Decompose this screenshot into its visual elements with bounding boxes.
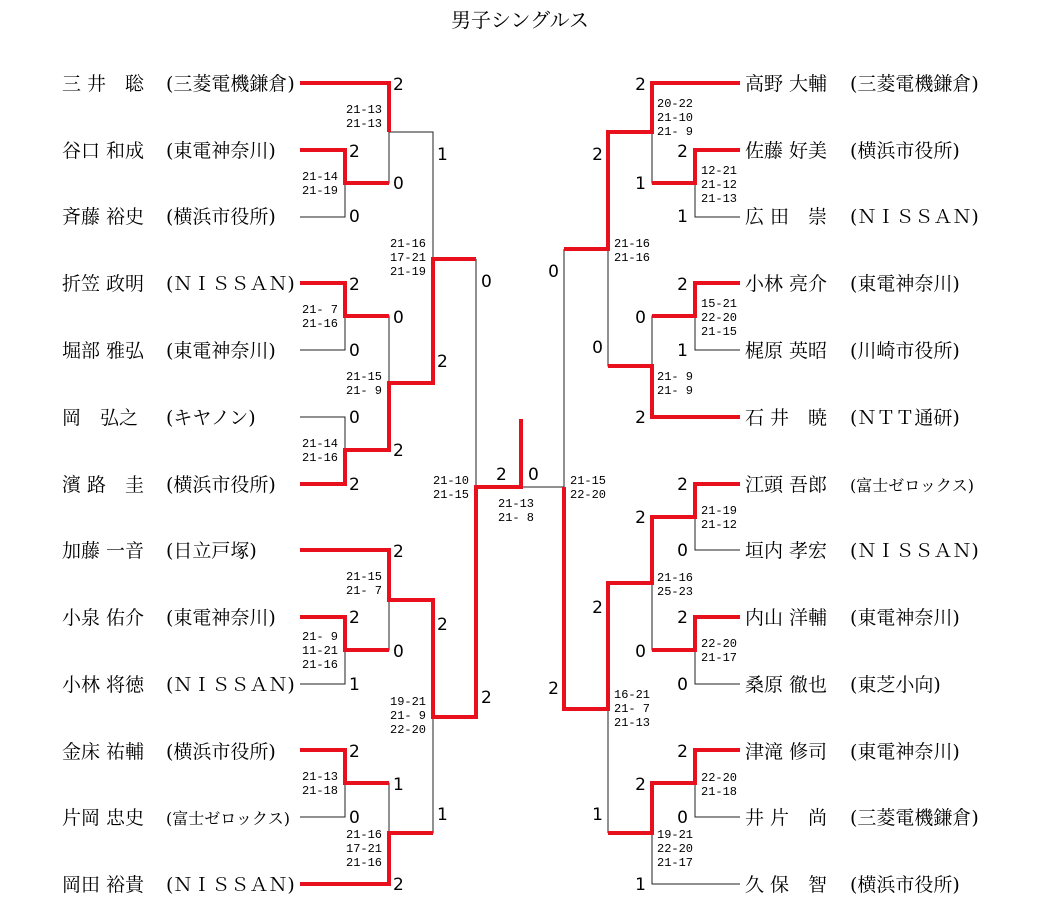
game-score: 19-21 xyxy=(657,828,694,842)
match-score: 0 xyxy=(677,675,688,695)
game-score: 21- 9 xyxy=(657,125,694,139)
game-score: 21-16 xyxy=(614,251,651,265)
match-score: 2 xyxy=(437,615,448,635)
match-score: 1 xyxy=(592,805,603,825)
right-player-club: (東電神奈川) xyxy=(850,741,960,763)
match-score: 1 xyxy=(349,675,360,695)
game-score: 21-16 xyxy=(390,237,427,251)
match-score: 1 xyxy=(677,207,688,227)
left-player-club: (東電神奈川) xyxy=(166,340,276,362)
game-score: 17-21 xyxy=(390,251,427,265)
match-score: 0 xyxy=(393,642,404,662)
game-score: 21- 9 xyxy=(346,384,383,398)
left-player-club: (ＮＩＳＳＡＮ) xyxy=(166,874,295,896)
right-player-club: (富士ゼロックス) xyxy=(850,476,975,495)
right-player-name: 井 片 尚 xyxy=(745,807,828,829)
left-player-club: (東電神奈川) xyxy=(166,607,276,629)
right-player-name: 佐藤 好美 xyxy=(745,140,828,162)
left-player-club: (横浜市役所) xyxy=(166,474,276,496)
game-score: 21- 7 xyxy=(614,702,651,716)
game-score: 21- 9 xyxy=(390,709,427,723)
bracket-line xyxy=(652,132,695,183)
game-score: 16-21 xyxy=(614,688,651,702)
game-score: 22-20 xyxy=(701,637,738,651)
game-score: 20-22 xyxy=(657,97,694,111)
match-score: 1 xyxy=(635,875,646,895)
left-player-club: (ＮＩＳＳＡＮ) xyxy=(166,273,295,295)
final-match xyxy=(496,465,539,525)
game-score: 21-15 xyxy=(346,570,383,584)
match-score: 2 xyxy=(349,475,360,495)
match-score: 2 xyxy=(677,608,688,628)
left-player-club: (富士ゼロックス) xyxy=(166,809,291,828)
match-score: 0 xyxy=(349,207,360,227)
bracket-title: 男子シングルス xyxy=(451,8,589,32)
game-score: 21- 7 xyxy=(302,303,339,317)
game-score: 21-13 xyxy=(498,497,535,511)
game-score: 21-18 xyxy=(302,784,339,798)
left-players xyxy=(62,73,295,896)
match-score: 2 xyxy=(393,542,404,562)
left-player-name: 岡 弘之 xyxy=(62,407,139,429)
game-score: 21-17 xyxy=(701,651,738,665)
match-score: 2 xyxy=(437,352,448,372)
bracket-line xyxy=(652,316,695,366)
match-score: 2 xyxy=(592,145,603,165)
right-player-name: 梶原 英昭 xyxy=(745,340,828,362)
game-score: 21-15 xyxy=(570,474,607,488)
match-score: 2 xyxy=(635,775,646,795)
right-player-name: 垣内 孝宏 xyxy=(745,540,828,562)
right-player-name: 石 井 暁 xyxy=(745,407,828,429)
match-score: 2 xyxy=(349,742,360,762)
right-player-name: 小林 亮介 xyxy=(745,273,828,295)
right-player-name: 広 田 崇 xyxy=(745,206,828,228)
game-score: 21-16 xyxy=(346,856,383,870)
match-score: 0 xyxy=(635,642,646,662)
game-score: 21-13 xyxy=(614,716,651,730)
match-score: 2 xyxy=(635,408,646,428)
match-score: 2 xyxy=(677,742,688,762)
game-score: 21-10 xyxy=(433,474,470,488)
match-score: 2 xyxy=(592,598,603,618)
right-player-club: (川崎市役所) xyxy=(850,340,960,362)
match-score: 0 xyxy=(677,541,688,561)
left-player-name: 折笠 政明 xyxy=(62,273,145,295)
match-score: 2 xyxy=(635,508,646,528)
final-score-right: 0 xyxy=(528,465,539,485)
right-player-club: (三菱電機鎌倉) xyxy=(850,73,979,95)
left-player-name: 岡田 裕貴 xyxy=(62,874,145,896)
left-player-club: (日立戸塚) xyxy=(166,540,257,562)
match-score: 2 xyxy=(677,275,688,295)
right-player-club: (ＮＴＴ通研) xyxy=(850,407,960,429)
left-player-name: 加藤 一音 xyxy=(62,540,145,562)
match-score: 2 xyxy=(349,608,360,628)
game-score: 21-15 xyxy=(701,325,738,339)
match-score: 0 xyxy=(635,308,646,328)
game-score: 12-21 xyxy=(701,164,738,178)
left-player-club: (横浜市役所) xyxy=(166,741,276,763)
game-score: 21- 9 xyxy=(657,370,694,384)
match-score: 1 xyxy=(677,341,688,361)
right-player-name: 久 保 智 xyxy=(745,874,828,896)
left-player-club: (東電神奈川) xyxy=(166,140,276,162)
match-score: 1 xyxy=(437,145,448,165)
match-score: 0 xyxy=(349,341,360,361)
game-score: 21-16 xyxy=(302,317,339,331)
match-score: 2 xyxy=(349,275,360,295)
match-score: 0 xyxy=(548,262,559,282)
match-score: 2 xyxy=(349,142,360,162)
right-player-club: (ＮＩＳＳＡＮ) xyxy=(850,540,979,562)
final-score-left: 2 xyxy=(496,465,507,485)
left-player-club: (キヤノン) xyxy=(166,407,256,429)
match-score: 0 xyxy=(349,808,360,828)
match-score: 2 xyxy=(393,875,404,895)
right-player-club: (東芝小向) xyxy=(850,674,941,696)
game-score: 21-19 xyxy=(701,504,738,518)
match-score: 0 xyxy=(481,272,492,292)
left-player-name: 金床 祐輔 xyxy=(62,741,145,763)
game-score: 21-12 xyxy=(701,518,738,532)
left-player-name: 堀部 雅弘 xyxy=(62,340,145,362)
game-score: 21-14 xyxy=(302,437,339,451)
match-score: 2 xyxy=(677,475,688,495)
left-player-name: 小泉 佑介 xyxy=(62,607,145,629)
game-score: 21-13 xyxy=(302,770,339,784)
right-player-club: (東電神奈川) xyxy=(850,273,960,295)
game-score: 21-16 xyxy=(614,237,651,251)
right-player-name: 江頭 吾郎 xyxy=(745,474,828,496)
game-score: 21-18 xyxy=(701,785,738,799)
match-score: 1 xyxy=(635,174,646,194)
game-score: 21-19 xyxy=(390,265,427,279)
game-score: 21-13 xyxy=(701,192,738,206)
right-player-name: 津滝 修司 xyxy=(745,741,828,763)
game-score: 21-13 xyxy=(346,117,383,131)
match-score: 2 xyxy=(635,75,646,95)
game-score: 11-21 xyxy=(302,644,339,658)
right-player-club: (横浜市役所) xyxy=(850,874,960,896)
game-score: 21-19 xyxy=(302,184,339,198)
left-player-name: 斉藤 裕史 xyxy=(62,206,145,228)
left-player-name: 濱 路 圭 xyxy=(62,474,145,496)
match-score: 2 xyxy=(393,75,404,95)
game-score: 21-12 xyxy=(701,178,738,192)
match-score: 1 xyxy=(393,775,404,795)
game-score: 22-20 xyxy=(701,311,738,325)
game-score: 21-17 xyxy=(657,856,694,870)
right-player-name: 桑原 徹也 xyxy=(745,674,828,696)
match-score: 2 xyxy=(677,142,688,162)
game-score: 21-14 xyxy=(302,170,339,184)
game-score: 21-16 xyxy=(302,658,339,672)
match-score: 2 xyxy=(481,688,492,708)
right-player-club: (東電神奈川) xyxy=(850,607,960,629)
left-player-name: 谷口 和成 xyxy=(62,140,145,162)
game-score: 21- 8 xyxy=(498,511,535,525)
game-score: 21-13 xyxy=(346,103,383,117)
game-score: 15-21 xyxy=(701,297,738,311)
game-score: 22-20 xyxy=(390,723,427,737)
winner-paths xyxy=(300,83,740,884)
match-score: 1 xyxy=(437,805,448,825)
game-score: 21-15 xyxy=(346,370,383,384)
left-player-name: 小林 将徳 xyxy=(62,674,145,696)
match-score: 0 xyxy=(393,174,404,194)
right-players xyxy=(745,73,979,896)
match-score: 0 xyxy=(592,338,603,358)
game-score: 21-16 xyxy=(302,451,339,465)
right-player-club: (横浜市役所) xyxy=(850,140,960,162)
game-score: 21- 7 xyxy=(346,584,383,598)
left-player-club: (ＮＩＳＳＡＮ) xyxy=(166,674,295,696)
right-player-name: 内山 洋輔 xyxy=(745,607,828,629)
left-scores xyxy=(349,75,492,895)
match-score: 0 xyxy=(349,408,360,428)
right-player-name: 高野 大輔 xyxy=(745,73,828,95)
left-game-scores xyxy=(302,103,469,870)
game-score: 21-16 xyxy=(657,571,694,585)
match-score: 0 xyxy=(677,808,688,828)
match-score: 2 xyxy=(393,441,404,461)
game-score: 25-23 xyxy=(657,585,694,599)
game-score: 21-16 xyxy=(346,828,383,842)
game-score: 19-21 xyxy=(390,695,427,709)
right-player-club: (三菱電機鎌倉) xyxy=(850,807,979,829)
game-score: 17-21 xyxy=(346,842,383,856)
left-player-name: 三 井 聡 xyxy=(62,73,145,95)
match-score: 0 xyxy=(393,308,404,328)
left-player-club: (横浜市役所) xyxy=(166,206,276,228)
game-score: 21- 9 xyxy=(302,630,339,644)
game-score: 21-10 xyxy=(657,111,694,125)
game-score: 22-20 xyxy=(657,842,694,856)
right-player-club: (ＮＩＳＳＡＮ) xyxy=(850,206,979,228)
left-player-club: (三菱電機鎌倉) xyxy=(166,73,295,95)
game-score: 21- 9 xyxy=(657,384,694,398)
game-score: 21-15 xyxy=(433,488,470,502)
match-score: 2 xyxy=(548,679,559,699)
left-player-name: 片岡 忠史 xyxy=(62,807,145,829)
game-score: 22-20 xyxy=(701,771,738,785)
game-score: 22-20 xyxy=(570,488,607,502)
